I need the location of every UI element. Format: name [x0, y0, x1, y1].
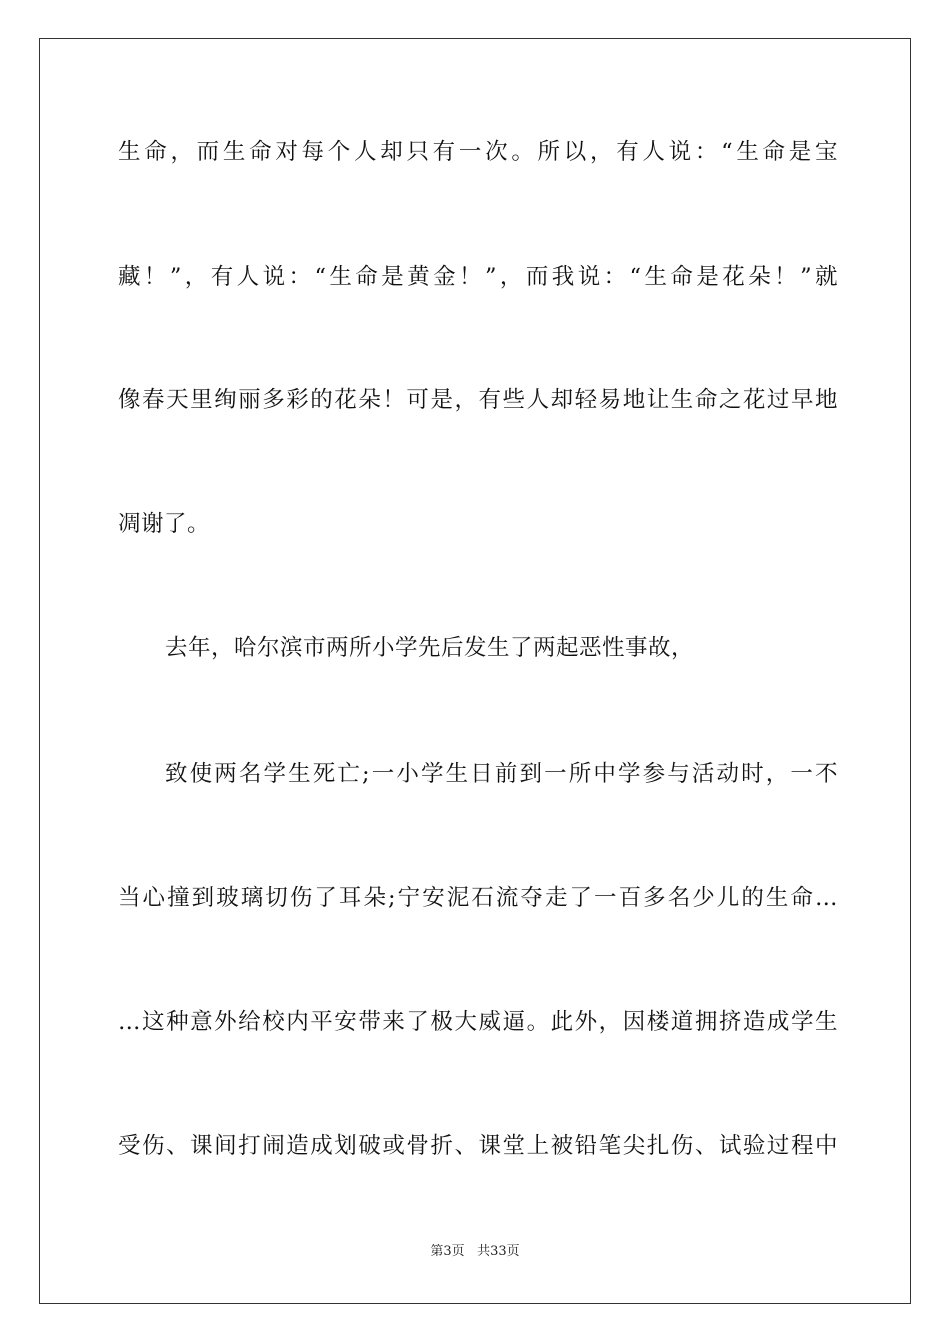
text-line-5: 去年，哈尔滨市两所小学先后发生了两起恶性事故， [165, 635, 695, 661]
text-line-6: 致使两名学生死亡;一小学生日前到一所中学参与活动时，一不 [165, 761, 838, 787]
page-total: 共33页 [477, 1244, 520, 1259]
text-line-7: 当心撞到玻璃切伤了耳朵;宁安泥石流夺走了一百多名少儿的生命… [118, 885, 838, 911]
text-line-1: 生命，而生命对每个人却只有一次。所以，有人说：“生命是宝 [118, 139, 838, 165]
page-border [39, 38, 911, 1304]
text-line-9: 受伤、课间打闹造成划破或骨折、课堂上被铅笔尖扎伤、试验过程中 [118, 1133, 838, 1159]
page-footer [0, 1243, 950, 1261]
page-number: 第3页 [430, 1244, 465, 1259]
text-line-8: …这种意外给校内平安带来了极大威逼。此外，因楼道拥挤造成学生 [118, 1009, 838, 1035]
text-line-4: 凋谢了。 [118, 511, 211, 537]
text-line-3: 像春天里绚丽多彩的花朵！可是，有些人却轻易地让生命之花过早地 [118, 387, 838, 413]
text-line-2: 藏！”，有人说：“生命是黄金！”，而我说：“生命是花朵！”就 [118, 264, 838, 290]
